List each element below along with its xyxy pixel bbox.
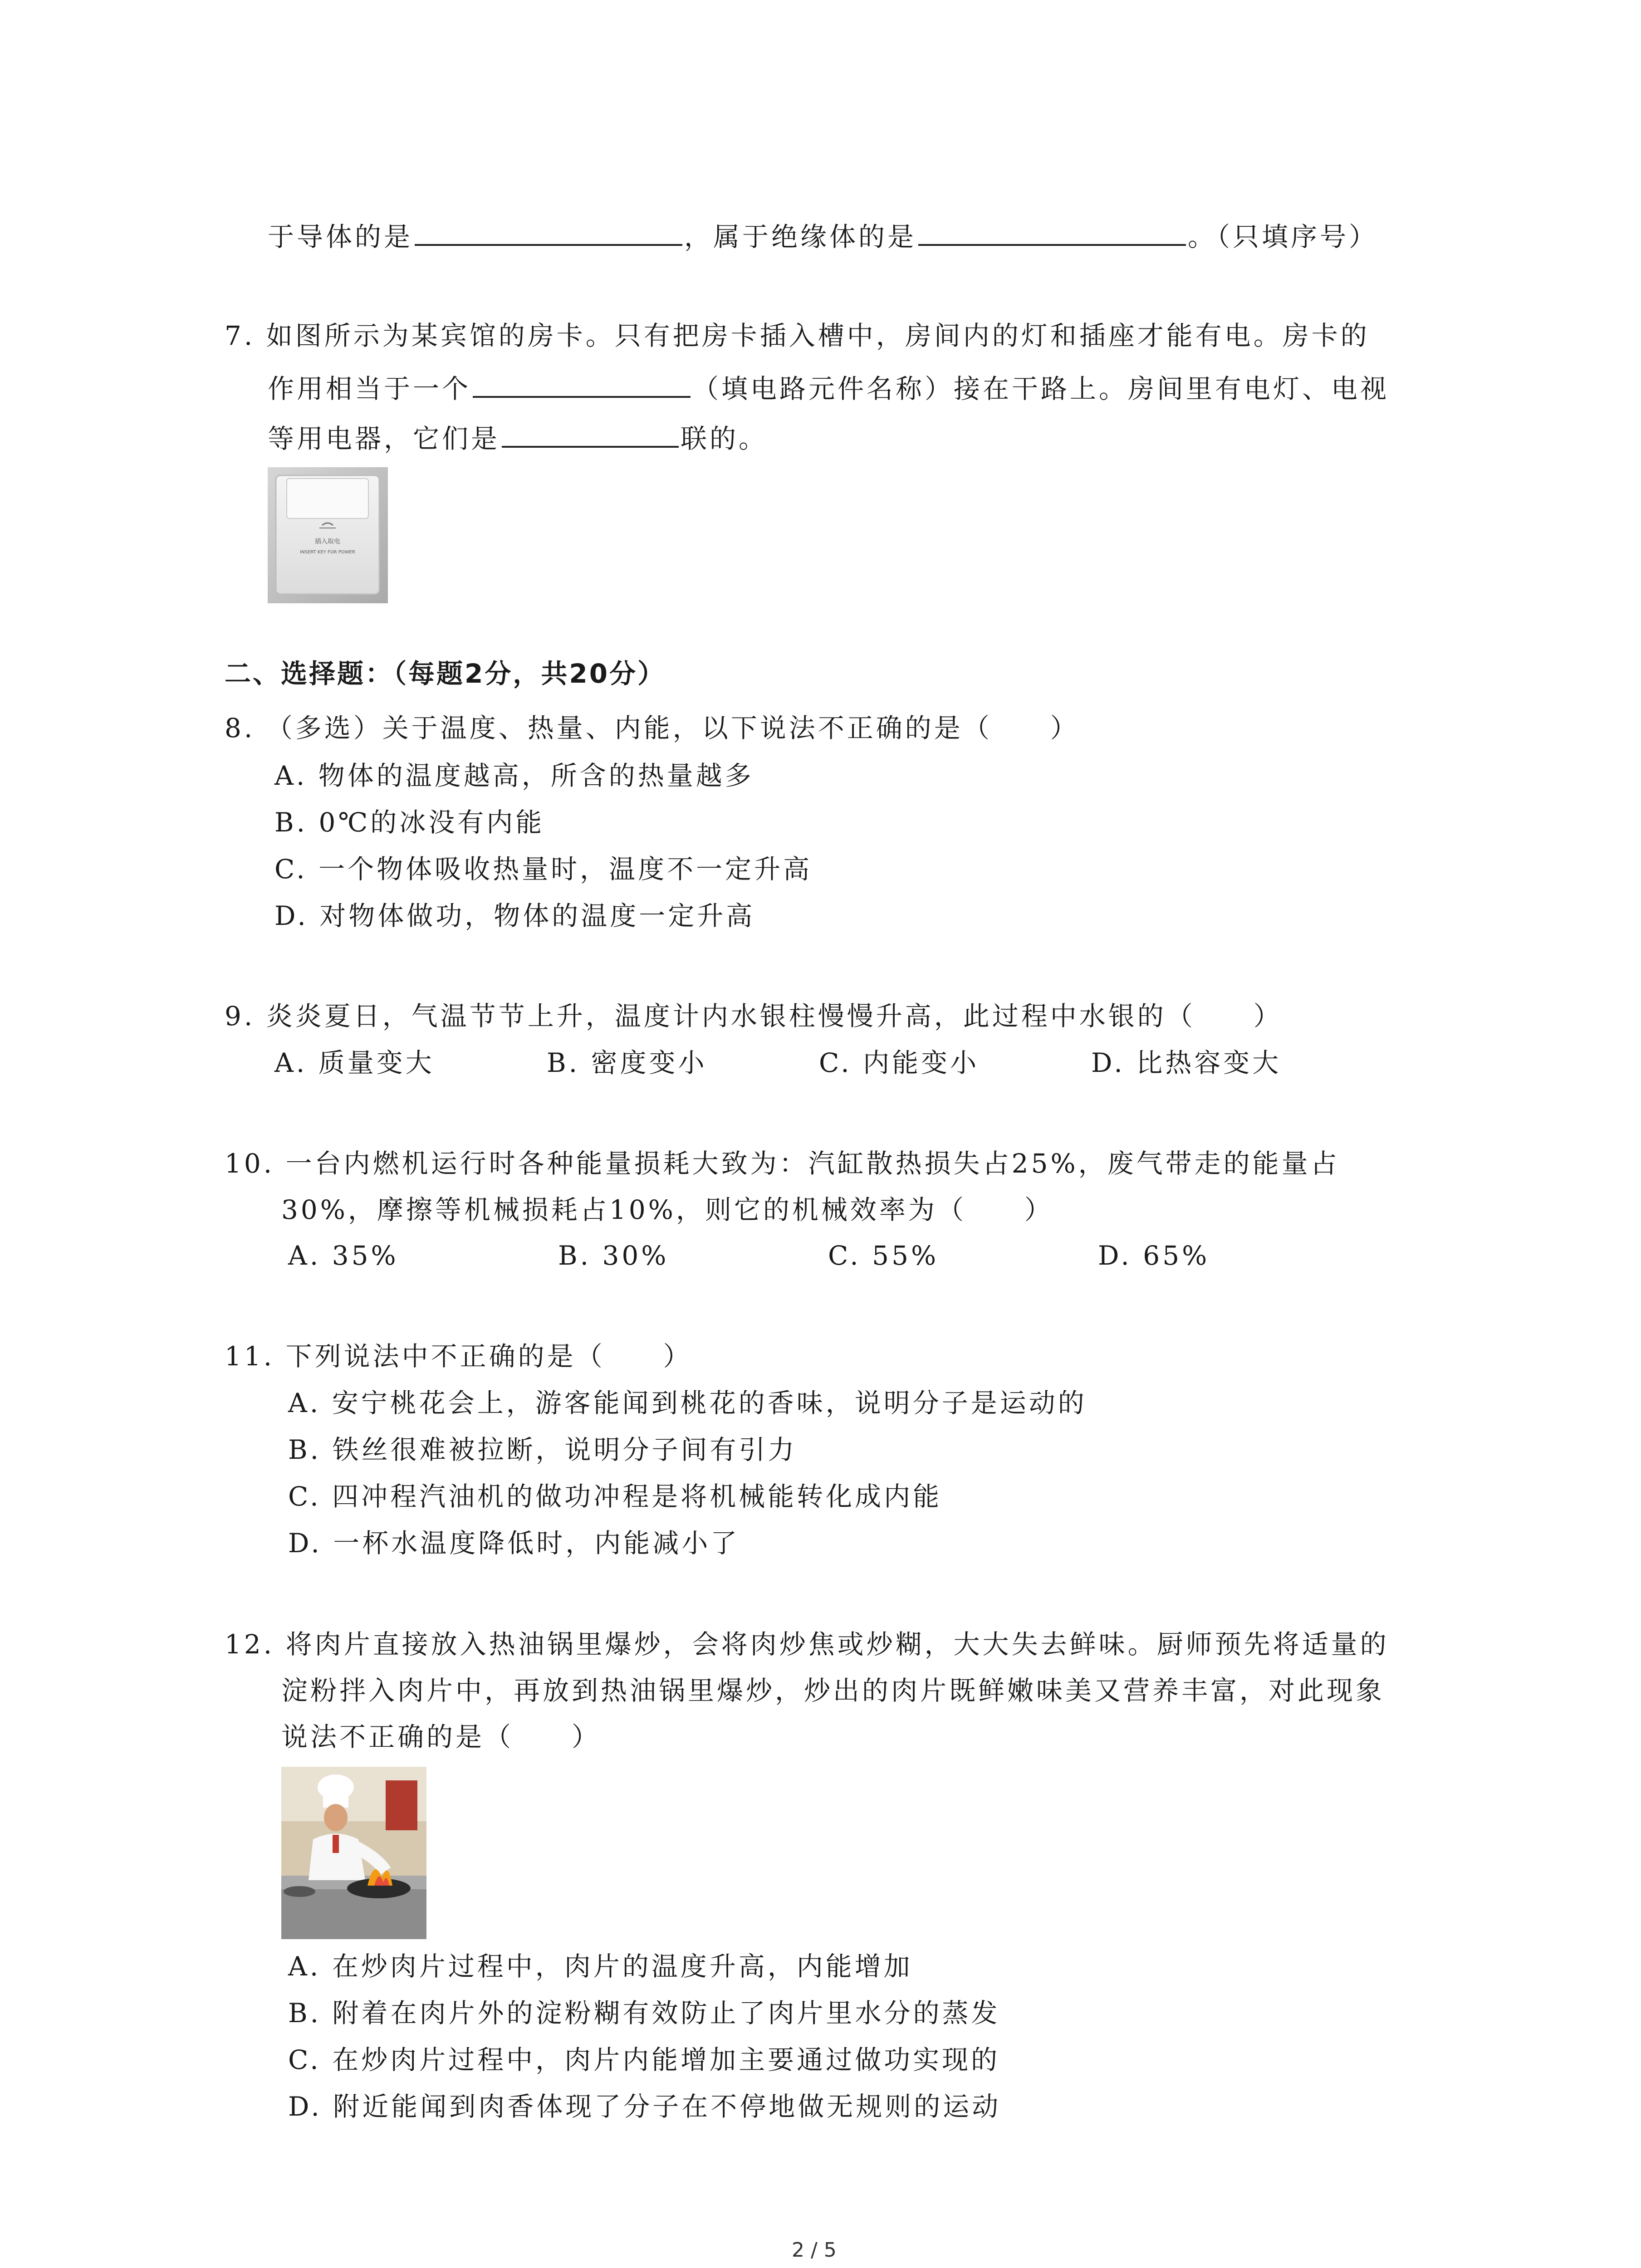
section-2-title: 二、选择题：（每题2分，共20分） — [225, 658, 666, 689]
page-number: 2 / 5 — [792, 2239, 837, 2262]
q9-option-c[interactable]: C. 内能变小 — [819, 1047, 980, 1078]
q8-option-b[interactable]: B. 0℃的冰没有内能 — [274, 807, 545, 838]
q12-stem-line1: 12. 将肉片直接放入热油锅里爆炒，会将肉炒焦或炒糊，大大失去鲜味。厨师预先将适量的 — [225, 1629, 1389, 1660]
q11-option-c[interactable]: C. 四冲程汽油机的做功冲程是将机械能转化成内能 — [288, 1481, 942, 1512]
key-card-slot-image — [268, 467, 388, 603]
q8-stem: 8. （多选）关于温度、热量、内能，以下说法不正确的是（ ） — [225, 713, 1079, 743]
q7-connection-blank[interactable] — [502, 420, 679, 448]
q11-option-a[interactable]: A. 安宁桃花会上，游客能闻到桃花的香味，说明分子是运动的 — [288, 1388, 1087, 1418]
q11-option-d[interactable]: D. 一杯水温度降低时，内能减小了 — [288, 1528, 740, 1559]
q12-option-c[interactable]: C. 在炒肉片过程中，肉片内能增加主要通过做功实现的 — [288, 2044, 1000, 2075]
q7-line2 — [268, 370, 1389, 407]
key-card-chinese-label: 插入取电 — [315, 538, 340, 545]
q11-stem: 11. 下列说法中不正确的是（ ） — [225, 1341, 692, 1372]
q7-line2-prefix: 作用相当于一个 — [268, 373, 471, 404]
q7-line1: 7. 如图所示为某宾馆的房卡。只有把房卡插入槽中，房间内的灯和插座才能有电。房卡的 — [225, 320, 1370, 351]
q12-stem-line3: 说法不正确的是（ ） — [281, 1721, 601, 1752]
q9-option-d[interactable]: D. 比热容变大 — [1091, 1047, 1282, 1078]
q7-line3-prefix: 等用电器，它们是 — [268, 423, 500, 454]
chef-cooking-image — [281, 1767, 426, 1939]
q12-option-a[interactable]: A. 在炒肉片过程中，肉片的温度升高，内能增加 — [288, 1951, 913, 1982]
q12-stem-line2: 淀粉拌入肉片中，再放到热油锅里爆炒，炒出的肉片既鲜嫩味美又营养丰富，对此现象 — [281, 1675, 1385, 1706]
q10-option-b[interactable]: B. 30% — [558, 1240, 669, 1271]
q7-line2-suffix: （填电路元件名称）接在干路上。房间里有电灯、电视 — [692, 373, 1390, 404]
q8-option-a[interactable]: A. 物体的温度越高，所含的热量越多 — [274, 760, 754, 791]
key-card-slot-icon — [268, 467, 388, 603]
q12-option-d[interactable]: D. 附近能闻到肉香体现了分子在不停地做无规则的运动 — [288, 2091, 1001, 2122]
key-card-english-label: INSERT KEY FOR POWER — [300, 550, 355, 555]
q6-middle: ，属于绝缘体的是 — [684, 221, 917, 252]
q10-stem-line1: 10. 一台内燃机运行时各种能量损耗大致为：汽缸散热损失占25%，废气带走的能量占 — [225, 1148, 1340, 1179]
q6-suffix: 。（只填序号） — [1188, 221, 1378, 252]
q10-option-c[interactable]: C. 55% — [828, 1240, 939, 1271]
q12-option-b[interactable]: B. 附着在肉片外的淀粉糊有效防止了肉片里水分的蒸发 — [288, 1998, 1000, 2028]
q6-insulator-blank[interactable] — [918, 218, 1186, 246]
q11-option-b[interactable]: B. 铁丝很难被拉断，说明分子间有引力 — [288, 1434, 797, 1465]
q6-conductor-blank[interactable] — [415, 218, 682, 246]
q8-option-d[interactable]: D. 对物体做功，物体的温度一定升高 — [274, 900, 755, 931]
q9-stem: 9. 炎炎夏日，气温节节上升，温度计内水银柱慢慢升高，此过程中水银的（ ） — [225, 1001, 1283, 1031]
q10-stem-line2: 30%，摩擦等机械损耗占10%，则它的机械效率为（ ） — [281, 1194, 1053, 1225]
q9-option-a[interactable]: A. 质量变大 — [274, 1047, 435, 1078]
q9-option-b[interactable]: B. 密度变小 — [547, 1047, 707, 1078]
q6-line — [268, 218, 1378, 255]
q10-option-a[interactable]: A. 35% — [288, 1240, 399, 1271]
q7-line3 — [268, 420, 768, 457]
q8-option-c[interactable]: C. 一个物体吸收热量时，温度不一定升高 — [274, 854, 813, 885]
q7-line3-suffix: 联的。 — [681, 423, 768, 454]
q10-option-d[interactable]: D. 65% — [1098, 1240, 1210, 1271]
chef-cooking-icon — [281, 1767, 426, 1939]
q6-prefix: 于导体的是 — [268, 221, 413, 252]
q7-component-blank[interactable] — [473, 370, 691, 398]
